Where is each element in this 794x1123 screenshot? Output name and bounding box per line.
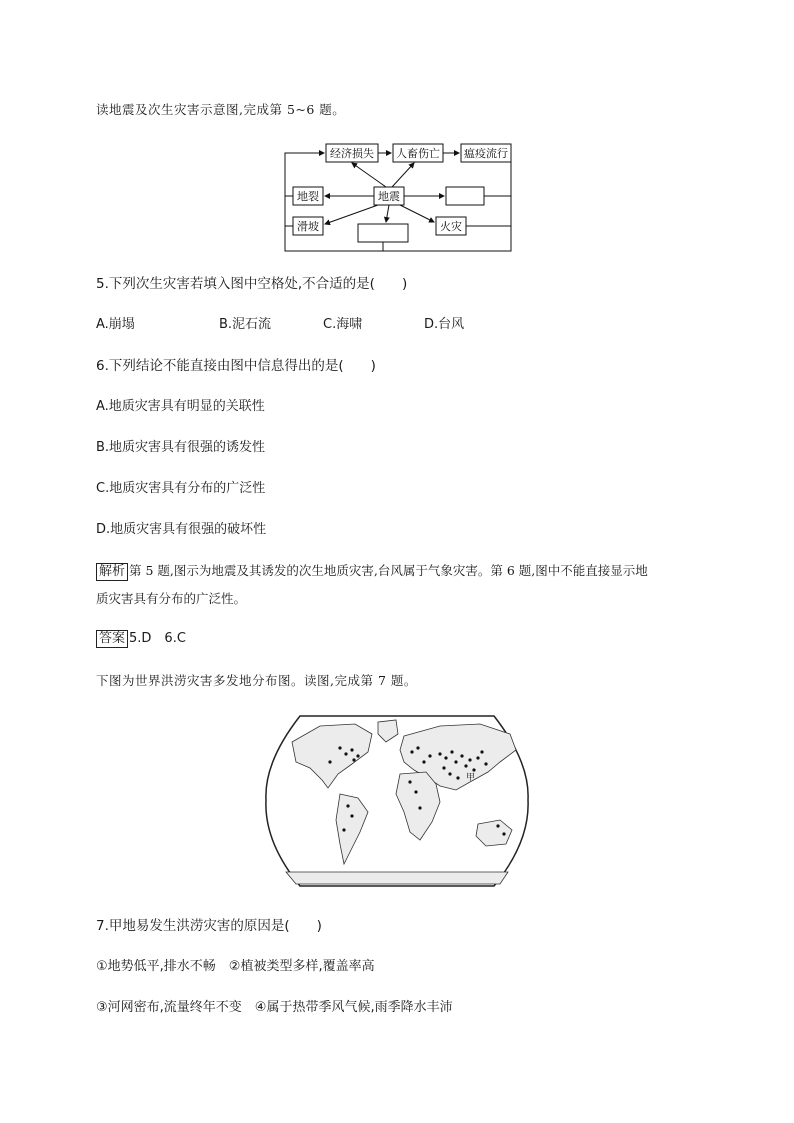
analysis-line-2: 质灾害具有分布的广泛性。 bbox=[96, 591, 247, 606]
answer-text: 5.D 6.C bbox=[129, 631, 186, 646]
intro-q5-6: 读地震及次生灾害示意图,完成第 5~6 题。 bbox=[96, 102, 346, 117]
box-blank-bottom bbox=[358, 224, 408, 242]
ground-crack-label: 地裂 bbox=[297, 190, 319, 203]
earthquake-diagram bbox=[0, 134, 794, 264]
q5-option-b[interactable]: B.泥石流 bbox=[219, 317, 272, 332]
answer-tag: 答案 bbox=[96, 630, 128, 648]
q5-option-c[interactable]: C.海啸 bbox=[323, 317, 363, 332]
landslide-label: 滑坡 bbox=[297, 220, 319, 233]
box-blank-right bbox=[446, 187, 484, 205]
q6-option-b[interactable]: B.地质灾害具有很强的诱发性 bbox=[96, 440, 266, 455]
intro-q7: 下图为世界洪涝灾害多发地分布图。读图,完成第 7 题。 bbox=[96, 673, 417, 688]
analysis-tag: 解析 bbox=[96, 563, 128, 581]
analysis-text-1: 第 5 题,图示为地震及其诱发的次生地质灾害,台风属于气象灾害。第 6 题,图中不能直接显示地 bbox=[129, 563, 648, 578]
q6-option-c[interactable]: C.地质灾害具有分布的广泛性 bbox=[96, 481, 266, 496]
earthquake-label: 地震 bbox=[378, 190, 400, 203]
analysis-line-1 bbox=[96, 562, 648, 581]
q5-option-d[interactable]: D.台风 bbox=[424, 317, 465, 332]
question-6-stem: 6.下列结论不能直接由图中信息得出的是( ) bbox=[96, 358, 376, 374]
q7-choices-line-2: ③河网密布,流量终年不变 ④属于热带季风气候,雨季降水丰沛 bbox=[96, 1000, 453, 1015]
q7-choices-line-1: ①地势低平,排水不畅 ②植被类型多样,覆盖率高 bbox=[96, 959, 375, 974]
antarctica bbox=[286, 872, 508, 884]
econ-loss-label: 经济损失 bbox=[330, 147, 374, 160]
question-7-stem: 7.甲地易发生洪涝灾害的原因是( ) bbox=[96, 918, 322, 934]
plague-label: 瘟疫流行 bbox=[464, 147, 508, 160]
q6-option-a[interactable]: A.地质灾害具有明显的关联性 bbox=[96, 399, 265, 414]
question-5-options bbox=[96, 316, 464, 334]
casualties-label: 人畜伤亡 bbox=[396, 147, 440, 160]
fire-label: 火灾 bbox=[440, 220, 462, 233]
q5-option-a[interactable]: A.崩塌 bbox=[96, 317, 135, 332]
question-5-stem: 5.下列次生灾害若填入图中空格处,不合适的是( ) bbox=[96, 276, 408, 292]
world-flood-map bbox=[0, 712, 794, 892]
answer-line bbox=[96, 630, 186, 648]
map-label-jia: 甲 bbox=[466, 773, 476, 783]
q6-option-d[interactable]: D.地质灾害具有很强的破坏性 bbox=[96, 522, 267, 537]
